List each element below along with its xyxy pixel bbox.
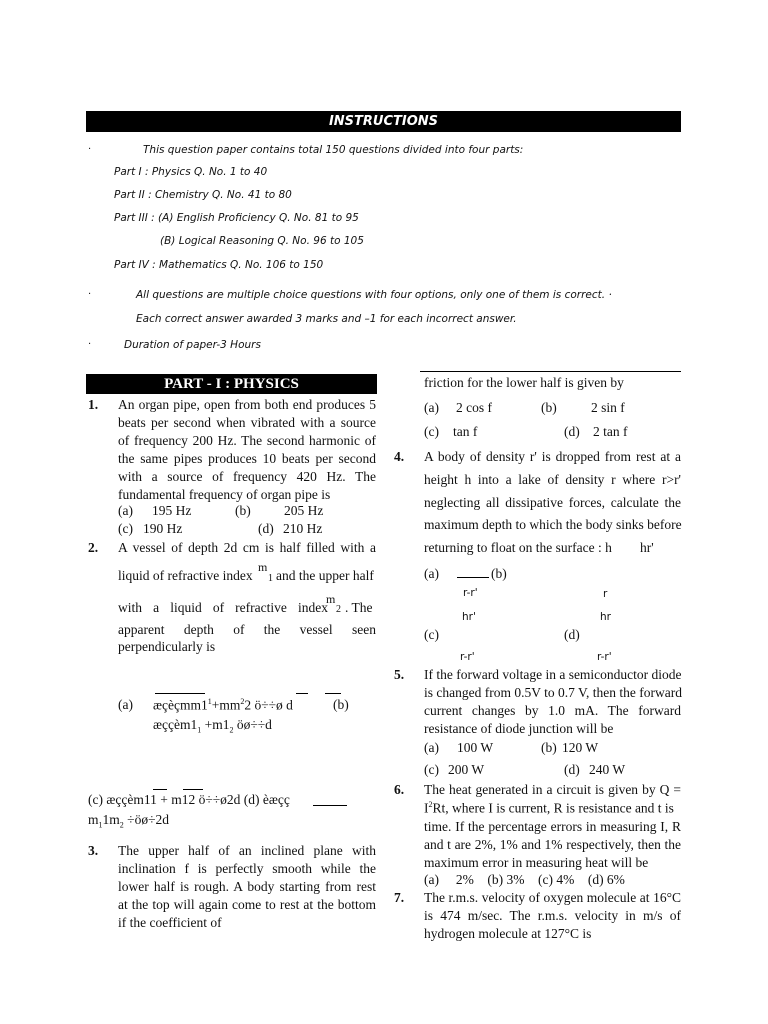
q4-opt-c-label: (c) [424, 627, 439, 642]
q4-fraction-bar [457, 577, 489, 578]
q5-opt-d-label: (d) [564, 762, 580, 777]
q2-overline [313, 805, 347, 806]
q3-line: lower half is rough. A body starting from rest [118, 879, 376, 894]
part-line-5: Part IV : Mathematics Q. No. 106 to 150 [114, 259, 324, 271]
bullet-2: · [88, 289, 92, 300]
q3-opt-c: tan f [453, 424, 478, 439]
q1-opt-d-label: (d) [258, 521, 274, 536]
q4-line: neglecting all dissipative forces, calculate the [424, 495, 681, 510]
q4-line: height h into a lake of density r where r>r' [424, 472, 681, 487]
mcq-note: All questions are multiple choice questions with four options, only one of them is correct. · [136, 289, 612, 301]
q2-sub-2: 2 [336, 604, 341, 615]
q5-line: is changed from 0.5V to 0.7 V, then the forward [424, 685, 682, 700]
q3-opt-a-label: (a) [424, 400, 439, 415]
q1-line: beats per second when vibrated with a source [118, 415, 376, 430]
q2-sub-1: 1 [268, 573, 273, 584]
q6-line: maximum error in measuring heat will be [424, 855, 649, 870]
bullet-1: · [88, 144, 92, 155]
column-divider-rule [420, 371, 681, 372]
q5-line: resistance of diode junction will be [424, 721, 614, 736]
q5-number: 5. [394, 667, 405, 682]
q3-opt-b: 2 sin f [591, 400, 625, 415]
q4-tail-frac: hr' [640, 540, 654, 555]
q1-opt-b: 205 Hz [284, 503, 324, 518]
q3-line: The upper half of an inclined plane with [118, 843, 376, 858]
duration-note: Duration of paper-3 Hours [124, 339, 261, 351]
q1-opt-c-label: (c) [118, 521, 133, 536]
q4-frac-d-num: hr [600, 611, 611, 623]
q7-line: is 474 m/sec. The r.m.s. velocity in m/s of [424, 908, 681, 923]
part-title: PART - I : PHYSICS [86, 374, 377, 394]
instructions-intro: This question paper contains total 150 questions divided into four parts: [143, 144, 524, 156]
q5-text [424, 666, 681, 738]
q3-line: at the top will again come to rest at the bottom [118, 897, 376, 912]
q7-line: The r.m.s. velocity of oxygen molecule at 16°C [424, 890, 681, 905]
q6-line: and t are 2%, 1% and 1% respectively, then the [424, 837, 681, 852]
q4-opt-b-label: (b) [491, 566, 507, 581]
part-line-2: Part II : Chemistry Q. No. 41 to 80 [114, 189, 292, 201]
q2-line-2b: and the upper half [276, 568, 374, 583]
instructions-title: INSTRUCTIONS [86, 111, 681, 132]
q1-line: with a source of frequency 420 Hz. The [118, 469, 376, 484]
bullet-3: · [88, 339, 92, 350]
part-line-4: (B) Logical Reasoning Q. No. 96 to 105 [160, 235, 364, 247]
q5-opt-b-label: (b) [541, 740, 557, 755]
q1-opt-a: 195 Hz [152, 503, 192, 518]
q1-opt-c: 190 Hz [143, 521, 183, 536]
q3-opt-c-label: (c) [424, 424, 439, 439]
q3-continuation: friction for the lower half is given by [424, 375, 624, 390]
q3-opt-b-label: (b) [541, 400, 557, 415]
q1-number: 1. [88, 397, 99, 412]
q3-line: inclination f is perfectly smooth while the [118, 861, 376, 876]
q6-line: time. If the percentage errors in measuring I, R [424, 819, 681, 834]
q4-line: returning to float on the surface : h [424, 540, 612, 555]
q2-mu-2: m [326, 592, 336, 606]
q2-opt-d-tail: $m_11m_2$ ÷öø÷2d [88, 812, 169, 830]
q3-line: if the coefficient of [118, 915, 222, 930]
q2-opt-c-d: (c) æççèm11 + m12 ö÷÷ø2d (d) èæçç [88, 792, 290, 807]
q5-line: current changes by 1.0 mA. The forward [424, 703, 681, 718]
q4-frac-c-den: r-r' [460, 651, 475, 663]
q4-frac-a-den: r-r' [463, 587, 478, 599]
q7-text [424, 889, 681, 943]
q4-frac-c-num: hr' [462, 611, 476, 623]
q6-number: 6. [394, 782, 405, 797]
q2-line-3b: . The [345, 600, 373, 615]
q4-opt-d-label: (d) [564, 627, 580, 642]
q3-opt-a: 2 cos f [456, 400, 492, 415]
q5-opt-a: 100 W [457, 740, 494, 755]
q1-line: fundamental frequency of organ pipe is [118, 487, 331, 502]
q7-line: hydrogen molecule at 127°C is [424, 926, 592, 941]
q1-line: An organ pipe, open from both end produces 5 [118, 397, 376, 412]
q4-frac-d-den: r-r' [597, 651, 612, 663]
q2-opt-a-label: (a) [118, 697, 133, 712]
q5-opt-c: 200 W [448, 762, 485, 777]
q5-opt-d: 240 W [589, 762, 626, 777]
part-line-3: Part III : (A) English Proficiency Q. No. 81 to 95 [114, 212, 359, 224]
q2-opt-b-expr: $æççèm1_1 +m1_2$ öø÷÷d [153, 717, 272, 735]
q6-line-2: $I^2Rt$, where I is current, R is resistance and t is [424, 800, 674, 816]
marks-note: Each correct answer awarded 3 marks and –1 for each incorrect answer. [136, 313, 517, 325]
q3-opt-d: 2 tan f [593, 424, 628, 439]
q2-overline [296, 693, 308, 694]
q5-line: If the forward voltage in a semiconductor diode [424, 667, 682, 682]
q1-opt-a-label: (a) [118, 503, 133, 518]
q4-opt-a-label: (a) [424, 566, 439, 581]
q2-opt-b-label: (b) [333, 697, 349, 712]
q2-overline [183, 789, 203, 790]
q2-mu-1: m [258, 560, 268, 574]
q2-line-2a: liquid of refractive index [118, 568, 253, 583]
q2-line-1: A vessel of depth 2d cm is half filled with a [118, 540, 376, 555]
q1-opt-b-label: (b) [235, 503, 251, 518]
q6-text [424, 818, 681, 872]
q5-opt-b: 120 W [562, 740, 599, 755]
q1-line: the same pipes produces 10 beats per second [118, 451, 376, 466]
q1-line: of frequency 200 Hz. The second harmonic of [118, 433, 376, 448]
part-line-1: Part I : Physics Q. No. 1 to 40 [114, 166, 268, 178]
q6-line-1: The heat generated in a circuit is given by Q = [424, 782, 681, 797]
q2-overline [325, 693, 341, 694]
q4-frac-b-num: r [603, 588, 608, 600]
q1-text [118, 396, 376, 504]
q2-line-3a: with a liquid of refractive index [118, 600, 328, 615]
q6-options: (a) 2% (b) 3% (c) 4% (d) 6% [424, 872, 625, 887]
q5-opt-a-label: (a) [424, 740, 439, 755]
q2-overline [153, 789, 167, 790]
q2-overline [155, 693, 205, 694]
q3-text [118, 842, 376, 932]
q4-line: maximum depth to which the body sinks before [424, 517, 682, 532]
q1-opt-d: 210 Hz [283, 521, 323, 536]
q2-line-5: perpendicularly is [118, 639, 216, 654]
q5-opt-c-label: (c) [424, 762, 439, 777]
q2-number: 2. [88, 540, 99, 555]
q3-opt-d-label: (d) [564, 424, 580, 439]
q2-opt-a-expr: $æçèçmm1^1+mm^22$ ö÷÷ø d [153, 697, 293, 713]
q4-line: A body of density r' is dropped from rest at a [424, 449, 681, 464]
q2-line-4: apparent depth of the vessel seen [118, 622, 376, 637]
q7-number: 7. [394, 890, 405, 905]
q4-number: 4. [394, 449, 405, 464]
q3-number: 3. [88, 843, 99, 858]
